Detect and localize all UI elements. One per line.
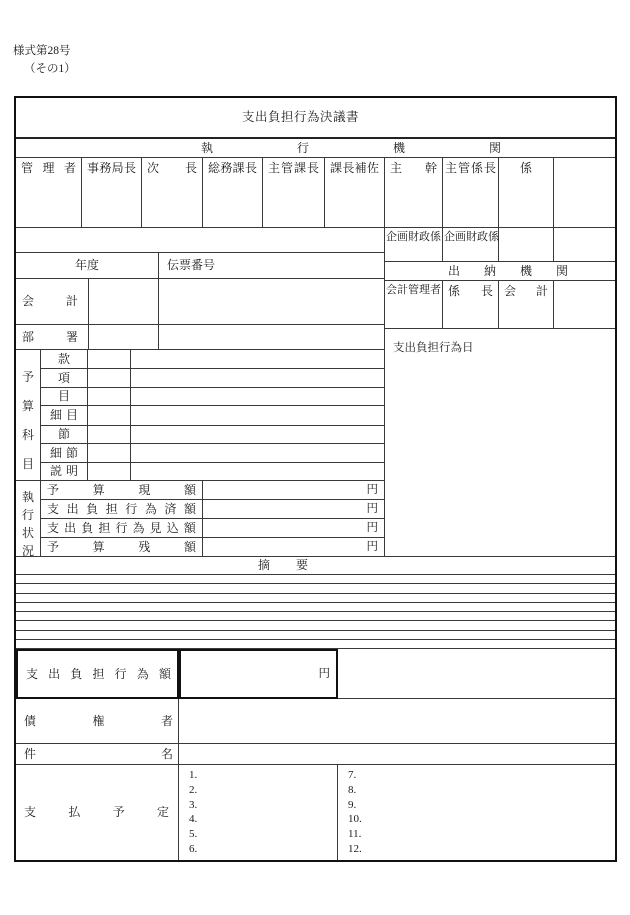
budget-row-code <box>88 406 131 426</box>
budget-row-label-ko: 項 <box>41 369 88 388</box>
payment-line: 12. <box>348 842 362 855</box>
summary-line <box>16 612 615 621</box>
form-table <box>14 96 617 862</box>
budget-row-value <box>131 426 385 444</box>
budget-row-value <box>131 388 385 406</box>
budget-row-label-kan: 款 <box>41 350 88 369</box>
amount-side-cell <box>338 649 615 699</box>
department-code-cell <box>89 325 159 350</box>
budget-row-label-saimoku: 細 目 <box>41 406 88 426</box>
signature-cell-kakaricho: 係 長 <box>443 281 499 329</box>
budget-row-value <box>131 463 385 481</box>
yen-unit: 円 <box>366 540 378 553</box>
signature-cell-shukankakaricho: 主 管 係 長 <box>443 158 499 228</box>
slip-number-cell: 伝票番号 <box>159 253 385 279</box>
summary-line <box>16 575 615 584</box>
subject-value-cell <box>179 744 615 765</box>
signature-cell-shukan: 主 幹 <box>385 158 443 228</box>
budget-row-code <box>88 444 131 463</box>
summary-line <box>16 621 615 630</box>
budget-row-label-setsu: 節 <box>41 426 88 444</box>
payment-line: 6. <box>189 842 198 855</box>
budget-row-value <box>131 444 385 463</box>
fiscal-year-cell: 年度 <box>16 253 159 279</box>
payment-line: 11. <box>348 828 362 841</box>
execution-row-label-genzai: 予 算 現 額 <box>41 481 203 500</box>
amount-value-cell <box>179 649 338 699</box>
execution-row-value <box>203 538 385 557</box>
department-value-cell <box>159 325 385 350</box>
payment-line: 3. <box>189 798 198 811</box>
budget-row-code <box>88 426 131 444</box>
budget-row-code <box>88 463 131 481</box>
creditor-value-cell <box>179 699 615 744</box>
payment-line: 5. <box>189 828 198 841</box>
summary-line <box>16 594 615 603</box>
stamp-kikakuzaisei-1: 企 画 財 政 係 <box>385 228 443 262</box>
cashier-organ-header <box>385 262 615 281</box>
execution-row-label-mikomi: 支 出 負 担 行 為 見 込 額 <box>41 519 203 538</box>
budget-row-value <box>131 406 385 426</box>
summary-line <box>16 603 615 612</box>
execution-row-value <box>203 481 385 500</box>
form-number: 様式第28号 <box>13 45 71 57</box>
signature-cell-jicho: 次 長 <box>142 158 203 228</box>
budget-row-label-setsumei: 説 明 <box>41 463 88 481</box>
creditor-label-cell: 債 権 者 <box>16 699 179 744</box>
yen-unit: 円 <box>366 483 378 496</box>
payment-line: 1. <box>189 769 198 781</box>
stamp-kikakuzaisei-2: 企 画 財 政 係 <box>443 228 499 262</box>
budget-row-code <box>88 350 131 369</box>
yen-unit: 円 <box>366 521 378 534</box>
payment-schedule-left <box>179 765 338 860</box>
summary-header: 摘 要 <box>16 557 615 575</box>
executive-organ-header <box>16 139 615 158</box>
account-label-cell: 会 計 <box>16 279 89 325</box>
payment-line: 8. <box>348 783 357 796</box>
signature-cell-somukacho: 総 務 課 長 <box>203 158 263 228</box>
signature-cell-shukankacho: 主 管 課 長 <box>263 158 325 228</box>
payment-line: 7. <box>348 769 357 781</box>
budget-row-value <box>131 350 385 369</box>
signature-cell-jimukyokucho: 事 務 局 長 <box>82 158 142 228</box>
budget-row-code <box>88 388 131 406</box>
yen-unit: 円 <box>366 502 378 515</box>
page-title: 支出負担行為決議書 <box>16 98 615 139</box>
account-code-cell <box>89 279 159 325</box>
payment-line: 10. <box>348 813 362 826</box>
signature-cell-kaikei: 会 計 <box>499 281 554 329</box>
cashier-organ-header-label: 出 納 機 関 <box>448 264 568 278</box>
signature-cell-empty <box>554 158 615 228</box>
budget-row-code <box>88 369 131 388</box>
summary-line <box>16 584 615 593</box>
signature-cell-kakari: 係 <box>499 158 554 228</box>
payment-line: 9. <box>348 798 357 811</box>
payment-schedule-right <box>338 765 615 860</box>
signature-cell-kanrisha: 管 理 者 <box>16 158 82 228</box>
execution-row-value <box>203 519 385 538</box>
account-value-cell <box>159 279 385 325</box>
department-label-cell: 部 署 <box>16 325 89 350</box>
execution-row-label-zumi: 支 出 負 担 行 為 済 額 <box>41 500 203 519</box>
stamp-empty-2 <box>554 228 615 262</box>
payment-line: 4. <box>189 813 198 826</box>
payment-label-cell: 支 払 予 定 <box>16 765 179 860</box>
budget-row-value <box>131 369 385 388</box>
execution-row-label-zangaku: 予 算 残 額 <box>41 538 203 557</box>
execution-row-value <box>203 500 385 519</box>
stamp-empty-1 <box>499 228 554 262</box>
budget-group-label: 予 算 科 目 <box>16 350 41 481</box>
blank-strip <box>16 228 385 253</box>
payment-line: 2. <box>189 783 198 796</box>
action-date-cell: 支出負担行為日 <box>385 329 615 557</box>
execution-group-label: 執 行 状 況 <box>16 481 41 557</box>
summary-line <box>16 640 615 649</box>
signature-cell-kachohosa: 課 長 補 佐 <box>325 158 385 228</box>
form-subnumber: （その1） <box>24 63 76 75</box>
signature-cell-kaikeikanrisha: 会 計 管 理 者 <box>385 281 443 329</box>
yen-unit: 円 <box>318 667 330 680</box>
summary-line <box>16 631 615 640</box>
subject-label-cell: 件 名 <box>16 744 179 765</box>
signature-cell-empty-2 <box>554 281 615 329</box>
executive-organ-header-label: 執 行 機 関 <box>201 141 501 155</box>
budget-row-label-saisetsu: 細 節 <box>41 444 88 463</box>
amount-label-cell: 支 出 負 担 行 為 額 <box>16 649 179 699</box>
budget-row-label-moku: 目 <box>41 388 88 406</box>
